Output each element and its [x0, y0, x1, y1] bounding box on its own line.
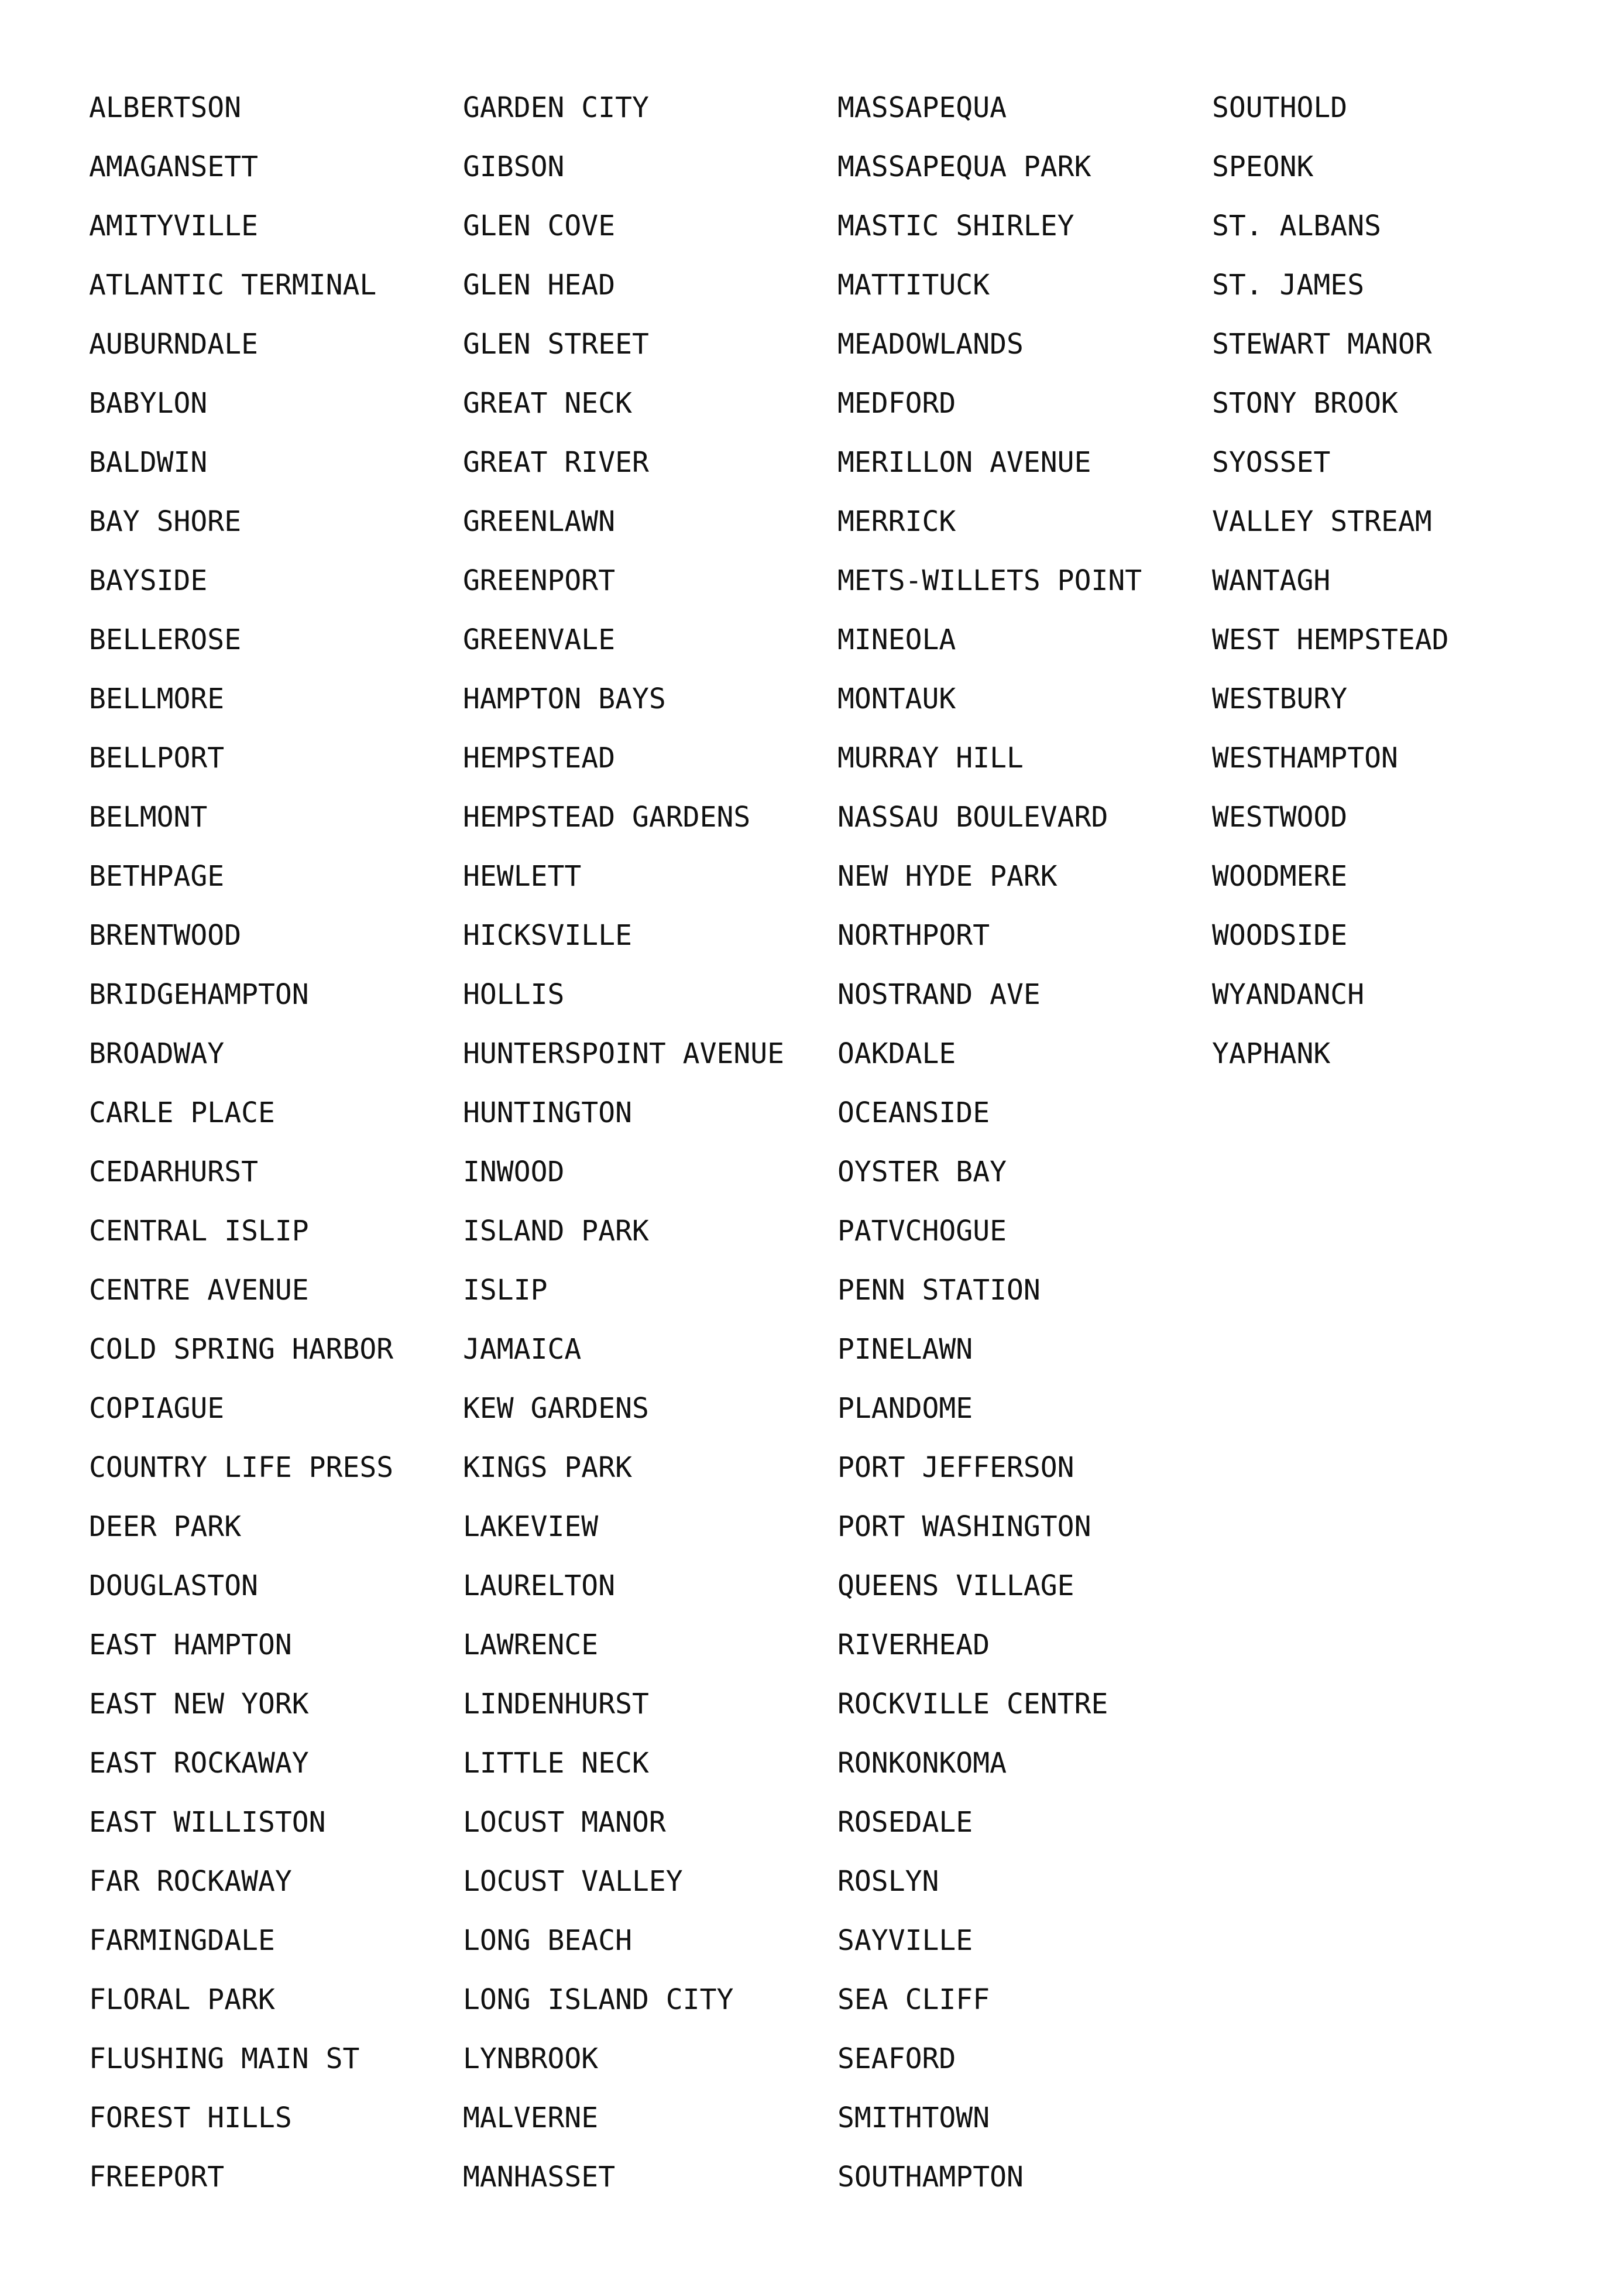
station-name: BELLEROSE [89, 623, 242, 656]
station-name: INWOOD [463, 1156, 565, 1188]
station-name: HAMPTON BAYS [463, 683, 666, 715]
station-name: WOODMERE [1212, 860, 1348, 893]
station-name: EAST ROCKAWAY [89, 1747, 309, 1780]
station-name: MERILLON AVENUE [837, 446, 1091, 479]
station-name: JAMAICA [463, 1333, 582, 1366]
station-name: ATLANTIC TERMINAL [89, 269, 377, 301]
station-name: MALVERNE [463, 2102, 599, 2134]
station-name: AMITYVILLE [89, 210, 258, 242]
station-name: HUNTINGTON [463, 1096, 632, 1129]
station-name: KEW GARDENS [463, 1392, 649, 1425]
station-name: CENTRE AVENUE [89, 1274, 309, 1307]
station-name: CARLE PLACE [89, 1096, 275, 1129]
station-name: SEAFORD [837, 2042, 956, 2075]
station-name: MERRICK [837, 505, 956, 538]
station-name: EAST NEW YORK [89, 1688, 309, 1720]
station-name: WYANDANCH [1212, 978, 1365, 1011]
station-name: NORTHPORT [837, 919, 990, 952]
station-name: LONG BEACH [463, 1924, 632, 1957]
station-name: STONY BROOK [1212, 387, 1398, 420]
station-name: MANHASSET [463, 2161, 616, 2193]
station-name: MATTITUCK [837, 269, 990, 301]
station-name: ROSEDALE [837, 1806, 973, 1839]
station-name: SEA CLIFF [837, 1983, 990, 2016]
station-name: MEADOWLANDS [837, 328, 1024, 361]
station-name: BELMONT [89, 801, 208, 834]
station-name: PATVCHOGUE [837, 1215, 1007, 1247]
station-name: BAYSIDE [89, 564, 208, 597]
station-name: MINEOLA [837, 623, 956, 656]
station-name: BALDWIN [89, 446, 208, 479]
station-name: BROADWAY [89, 1037, 225, 1070]
station-column-3 [837, 91, 1142, 2220]
station-name: DEER PARK [89, 1510, 242, 1543]
station-name: LOCUST MANOR [463, 1806, 666, 1839]
station-name: PORT WASHINGTON [837, 1510, 1091, 1543]
station-name: FARMINGDALE [89, 1924, 275, 1957]
station-name: PLANDOME [837, 1392, 973, 1425]
station-name: RIVERHEAD [837, 1629, 990, 1661]
station-name: KINGS PARK [463, 1451, 632, 1484]
station-name: HUNTERSPOINT AVENUE [463, 1037, 785, 1070]
station-name: BABYLON [89, 387, 208, 420]
station-name: ST. JAMES [1212, 269, 1365, 301]
station-name: NOSTRAND AVE [837, 978, 1041, 1011]
station-name: EAST WILLISTON [89, 1806, 326, 1839]
station-name: LAKEVIEW [463, 1510, 599, 1543]
station-name: SYOSSET [1212, 446, 1331, 479]
station-name: BELLMORE [89, 683, 225, 715]
station-column-4 [1212, 91, 1449, 1096]
station-name: NEW HYDE PARK [837, 860, 1058, 893]
station-column-1 [89, 91, 393, 2220]
station-name: GREAT RIVER [463, 446, 649, 479]
station-name: FREEPORT [89, 2161, 225, 2193]
station-name: MASSAPEQUA [837, 91, 1007, 124]
station-name: BELLPORT [89, 742, 225, 774]
station-name: VALLEY STREAM [1212, 505, 1432, 538]
station-name: NASSAU BOULEVARD [837, 801, 1108, 834]
station-column-2 [463, 91, 784, 2220]
station-name: EAST HAMPTON [89, 1629, 292, 1661]
station-name: STEWART MANOR [1212, 328, 1432, 361]
station-name: SOUTHAMPTON [837, 2161, 1024, 2193]
station-name: BAY SHORE [89, 505, 242, 538]
station-name: MASTIC SHIRLEY [837, 210, 1074, 242]
station-name: FLUSHING MAIN ST [89, 2042, 360, 2075]
station-name: WESTHAMPTON [1212, 742, 1398, 774]
station-name: COUNTRY LIFE PRESS [89, 1451, 394, 1484]
station-name: HOLLIS [463, 978, 565, 1011]
station-name: AUBURNDALE [89, 328, 258, 361]
station-name: ROCKVILLE CENTRE [837, 1688, 1108, 1720]
station-name: LAWRENCE [463, 1629, 599, 1661]
station-name: ISLIP [463, 1274, 548, 1307]
station-name: COLD SPRING HARBOR [89, 1333, 394, 1366]
station-name: WOODSIDE [1212, 919, 1348, 952]
station-name: GREENLAWN [463, 505, 616, 538]
station-name: WEST HEMPSTEAD [1212, 623, 1449, 656]
station-name: GREAT NECK [463, 387, 632, 420]
station-name: ISLAND PARK [463, 1215, 649, 1247]
station-name: GARDEN CITY [463, 91, 649, 124]
station-name: GLEN HEAD [463, 269, 616, 301]
station-name: SMITHTOWN [837, 2102, 990, 2134]
station-name: BRENTWOOD [89, 919, 242, 952]
station-name: BRIDGEHAMPTON [89, 978, 309, 1011]
station-name: MASSAPEQUA PARK [837, 150, 1091, 183]
station-name: SPEONK [1212, 150, 1314, 183]
station-name: HEMPSTEAD GARDENS [463, 801, 751, 834]
station-name: FAR ROCKAWAY [89, 1865, 292, 1898]
station-name: FOREST HILLS [89, 2102, 292, 2134]
station-name: HEMPSTEAD [463, 742, 616, 774]
station-name: SOUTHOLD [1212, 91, 1348, 124]
station-name: LAURELTON [463, 1569, 616, 1602]
station-name: FLORAL PARK [89, 1983, 275, 2016]
station-name: GREENVALE [463, 623, 616, 656]
station-name: WANTAGH [1212, 564, 1331, 597]
station-name: PENN STATION [837, 1274, 1041, 1307]
station-name: MONTAUK [837, 683, 956, 715]
station-name: PORT JEFFERSON [837, 1451, 1074, 1484]
station-name: GLEN STREET [463, 328, 649, 361]
station-name: OCEANSIDE [837, 1096, 990, 1129]
station-name: COPIAGUE [89, 1392, 225, 1425]
station-name: OAKDALE [837, 1037, 956, 1070]
station-name: YAPHANK [1212, 1037, 1331, 1070]
station-name: WESTBURY [1212, 683, 1348, 715]
station-name: WESTWOOD [1212, 801, 1348, 834]
station-name: BETHPAGE [89, 860, 225, 893]
station-name: ROSLYN [837, 1865, 939, 1898]
station-name: LOCUST VALLEY [463, 1865, 683, 1898]
station-name: MURRAY HILL [837, 742, 1024, 774]
station-name: ST. ALBANS [1212, 210, 1381, 242]
station-name: MEDFORD [837, 387, 956, 420]
station-name: CENTRAL ISLIP [89, 1215, 309, 1247]
station-name: HEWLETT [463, 860, 582, 893]
station-name: CEDARHURST [89, 1156, 258, 1188]
station-name: LYNBROOK [463, 2042, 599, 2075]
station-name: ALBERTSON [89, 91, 242, 124]
station-name: GLEN COVE [463, 210, 616, 242]
station-name: DOUGLASTON [89, 1569, 258, 1602]
station-name: LITTLE NECK [463, 1747, 649, 1780]
station-name: HICKSVILLE [463, 919, 632, 952]
station-name: LONG ISLAND CITY [463, 1983, 734, 2016]
station-name: GIBSON [463, 150, 565, 183]
station-name: OYSTER BAY [837, 1156, 1007, 1188]
station-name: AMAGANSETT [89, 150, 258, 183]
station-name: LINDENHURST [463, 1688, 649, 1720]
station-name: QUEENS VILLAGE [837, 1569, 1074, 1602]
station-name: METS-WILLETS POINT [837, 564, 1142, 597]
station-name: RONKONKOMA [837, 1747, 1007, 1780]
station-name: SAYVILLE [837, 1924, 973, 1957]
station-name: PINELAWN [837, 1333, 973, 1366]
station-name: GREENPORT [463, 564, 616, 597]
